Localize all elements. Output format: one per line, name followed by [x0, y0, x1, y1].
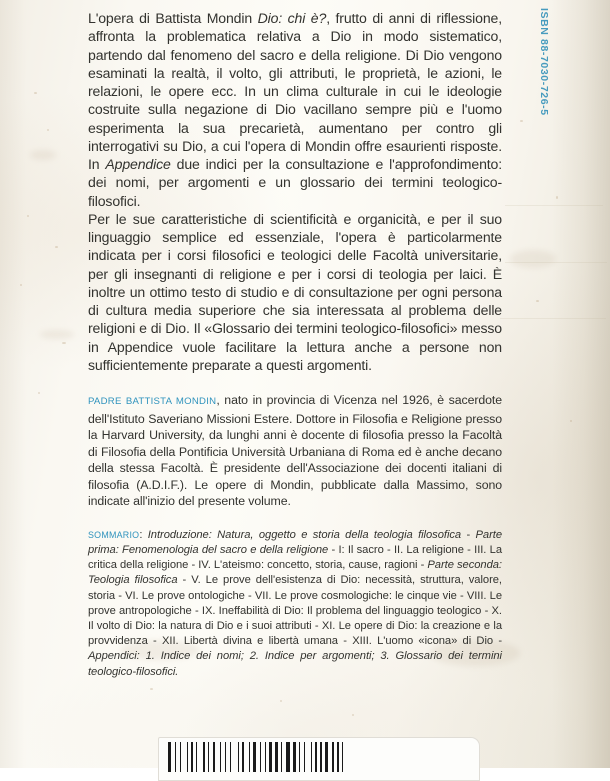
paper-smudge	[40, 330, 74, 339]
paper-speck	[150, 688, 153, 690]
toc-intro-italic: Introduzione: Natura, oggetto e storia della teologia filosofica	[147, 528, 462, 541]
appendice-italic: Appendice	[105, 156, 171, 172]
blurb-text-part-3: due indici per la consultazione e l'approfondimento: dei nomi, per argomenti e un glossario dei termini teologico-filosofici.	[88, 156, 502, 209]
paper-speck	[34, 92, 37, 94]
paper-speck	[55, 246, 58, 248]
toc-parte-prima-italic: Parte prima: Fenomenologia del sacro e della religione	[88, 528, 503, 557]
toc-sep-1: -	[461, 528, 476, 541]
paper-speck	[280, 700, 282, 702]
paper-smudge	[510, 250, 556, 268]
book-title-italic: Dio: chi è?	[257, 10, 327, 26]
paper-smudge	[30, 150, 56, 160]
paper-texture-line	[505, 262, 607, 263]
toc-parte-seconda-italic: Parte seconda: Teologia filosofica	[88, 559, 502, 587]
paper-texture-line	[500, 318, 606, 319]
right-edge-shadow	[552, 0, 610, 768]
paper-speck	[570, 420, 572, 422]
toc-chapters-part-two: - V. Le prove dell'esistenza di Dio: necessità, struttura, valore, storia - VI. Le prove ontologiche - VII. Le prove cosmologiche: le cinque vie - VIII. Le prove antropologiche - IX. Ineffabilità di Dio: Il problema del linguaggio teologico - X. Il volto di Dio: la natura di Dio e i suoi attributi - XI. Le opere di Dio: la creazione e la provvidenza - XII. Libertà divina e libertà umana - XIII. L'uomo «icona» di Dio -	[88, 574, 502, 648]
blurb-paragraph-1	[88, 9, 502, 210]
paper-speck	[27, 215, 29, 217]
paper-speck	[352, 714, 354, 716]
back-cover-text-block	[88, 9, 502, 680]
blurb-paragraph-2: Per le sue caratteristiche di scientificità e organicità, e per il suo linguaggio semplice ed essenziale, l'opera è particolarmente indicata per i corsi filosofici e teologici delle Facoltà universitarie, per gli insegnanti di religione e per i corsi di teologia per laici. È inoltre un ottimo testo di studio e di consultazione per ogni persona di cultura media superiore che sia interessata al problema delle religioni e di Dio. Il «Glossario dei termini teologico-filosofici» messo in Appendice vuole facilitare la lettura anche a persone non sufficientemente preparate a questi argomenti.	[88, 210, 502, 373]
author-name-label: PADRE BATTISTA MONDIN	[88, 396, 217, 407]
paper-speck	[556, 196, 558, 199]
author-bio-text: , nato in provincia di Vicenza nel 1926, è sacerdote dell'Istituto Saveriano Missioni Estere. Dottore in Filosofia e Religione presso la Harvard University, da lunghi anni è docente di filosofia presso la Facoltà di Filosofia della Pontificia Università Urbaniana di Roma ed è anche decano della stessa Facoltà. È presidente dell'Associazione dei docenti italiani di filosofia (A.D.I.F.). Le opere di Mondin, pubblicate dalla Massimo, sono indicate all'inizio del presente volume.	[88, 393, 502, 509]
paper-speck	[47, 129, 49, 131]
paper-texture-line	[505, 205, 603, 206]
sommario-label: SOMMARIO	[88, 529, 140, 540]
paper-speck	[62, 342, 66, 344]
toc-appendici-italic: Appendici: 1. Indice dei nomi; 2. Indice per argomenti; 3. Glossario dei termini teologico-filosofici.	[88, 650, 502, 678]
blurb-text-part-2: , frutto di anni di riflessione, affronta la problematica relativa a Dio in modo sistematico, partendo dal fenomeno del sacro e della religione. Di Dio vengono esaminati la realtà, il volto, gli attributi, le proprietà, le azioni, le relazioni, le opere ecc. In un clima culturale in cui le ideologie costruite sulla negazione di Dio vacillano sempre più e l'uomo esperimenta la sua precarietà, aumentano per contro gli interrogativi su Dio, a cui l'opera di Mondin offre esaurienti risposte. In	[88, 10, 502, 172]
paper-speck	[20, 284, 22, 286]
author-bio-paragraph	[88, 392, 502, 510]
table-of-contents-paragraph	[88, 528, 502, 680]
sommario-separator: :	[139, 528, 148, 541]
blurb-text-part-1: L'opera di Battista Mondin	[88, 10, 258, 26]
toc-chapters-part-one: - I: Il sacro - II. La religione - III. La critica della religione - IV. L'ateismo: concetto, storia, cause, ragioni -	[88, 544, 502, 572]
paper-speck	[520, 120, 523, 122]
left-edge-shadow	[0, 0, 26, 768]
isbn-text: ISBN 88-7030-726-5	[538, 8, 550, 116]
paper-speck	[536, 300, 539, 302]
paper-speck	[38, 392, 40, 394]
